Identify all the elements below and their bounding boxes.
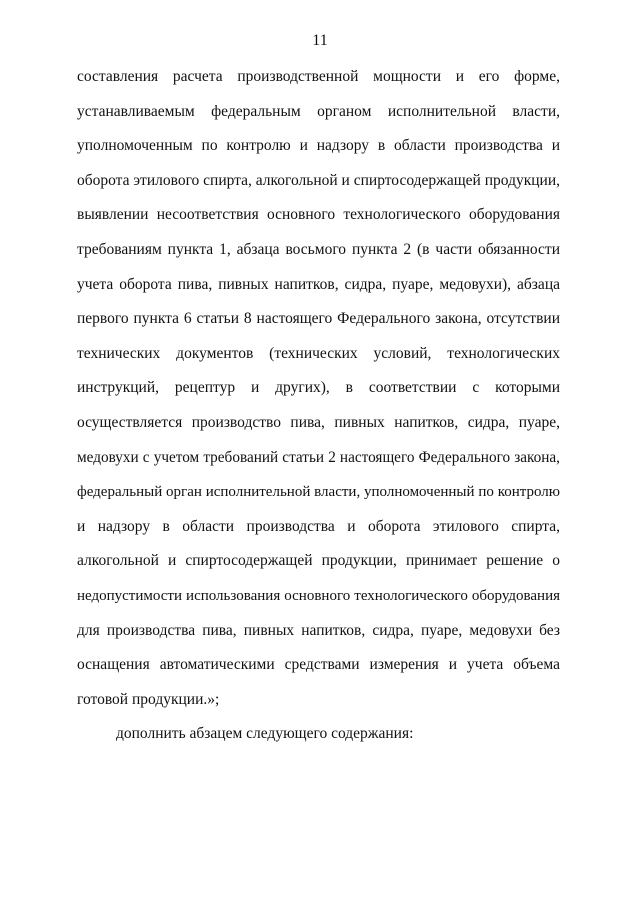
text-line-10: инструкций, рецептур и других), в соответствии с которыми [77,379,560,397]
text-line-17: для производства пива, пивных напитков, сидра, пуаре, медовухи без [77,621,560,639]
text-line-6: требованиям пункта 1, абзаца восьмого пункта 2 (в части обязанности [77,240,560,258]
text-line-16: недопустимости использования основного технологического оборудования [77,587,560,604]
text-line-12: медовухи с учетом требований статьи 2 настоящего Федерального закона, [77,448,560,466]
text-line-1: составления расчета производственной мощности и его форме, [77,68,560,85]
page-number: 11 [312,32,328,49]
text-line-19: готовой продукции.»; [77,690,220,708]
text-line-13: федеральный орган исполнительной власти, уполномоченный по контролю [77,484,560,501]
text-line-8: первого пункта 6 статьи 8 настоящего Федерального закона, отсутствии [77,310,560,328]
text-line-14: и надзору в области производства и оборота этилового спирта, [77,517,560,535]
text-line-4: оборота этилового спирта, алкогольной и спиртосодержащей продукции, [77,171,560,189]
text-line-5: выявлении несоответствия основного технологического оборудования [77,206,560,224]
document-body [77,67,560,759]
text-line-15: алкогольной и спиртосодержащей продукции, принимает решение о [77,552,560,570]
text-line-9: технических документов (технических условий, технологических [77,344,560,362]
text-line-18: оснащения автоматическими средствами измерения и учета объема [77,656,560,674]
text-line-20: дополнить абзацем следующего содержания: [116,725,414,743]
text-line-11: осуществляется производство пива, пивных напитков, сидра, пуаре, [77,413,560,431]
text-line-3: уполномоченным по контролю и надзору в области производства и [77,137,560,155]
text-line-2: устанавливаемым федеральным органом исполнительной власти, [77,102,560,120]
text-line-7: учета оборота пива, пивных напитков, сидра, пуаре, медовухи), абзаца [77,275,560,293]
